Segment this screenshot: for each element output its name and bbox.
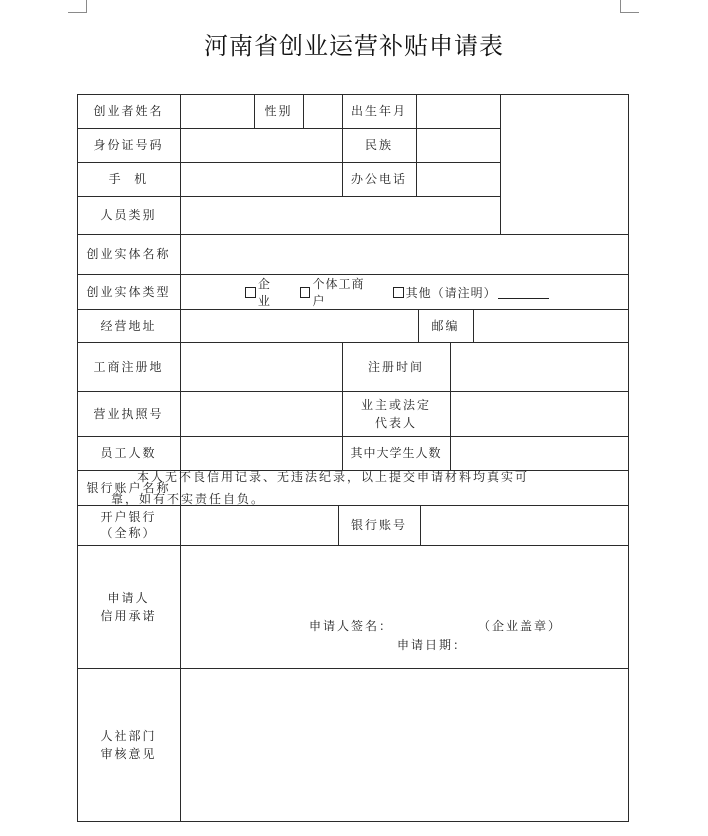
option-individual-business-label: 个体工商户 <box>312 277 365 308</box>
label-business-address: 经营地址 <box>100 318 157 333</box>
label-staff-count: 员工人数 <box>100 446 157 460</box>
label-hr-review-line1: 人社部门 <box>100 728 157 743</box>
label-registration-time: 注册时间 <box>367 359 424 374</box>
option-individual-business[interactable] <box>300 275 377 309</box>
grid-line <box>180 94 181 822</box>
label-gender: 性别 <box>264 104 293 118</box>
label-hr-review <box>77 668 180 821</box>
checkbox-icon[interactable] <box>300 287 311 298</box>
label-birth-date: 出生年月 <box>350 104 407 118</box>
option-other[interactable] <box>393 284 549 301</box>
label-legal-representative-line1: 业主或法定 <box>360 397 431 412</box>
application-form-table <box>77 94 629 822</box>
application-date-label: 申请日期： <box>397 638 468 652</box>
applicant-signature-label: 申请人签名： <box>309 619 394 633</box>
label-ethnicity: 民族 <box>364 138 393 152</box>
label-account-number: 银行账号 <box>350 518 407 532</box>
label-opening-bank-line1: 开户银行 <box>100 510 157 524</box>
option-enterprise-label: 企业 <box>257 277 271 308</box>
grid-line <box>416 94 417 196</box>
label-person-type: 人员类别 <box>100 208 157 222</box>
company-seal-label: （企业盖章） <box>478 619 563 633</box>
option-enterprise[interactable] <box>245 275 284 309</box>
label-founder-name: 创业者姓名 <box>93 104 164 118</box>
label-entity-name: 创业实体名称 <box>86 247 171 261</box>
label-license-number: 营业执照号 <box>93 406 164 421</box>
checkbox-icon[interactable] <box>393 287 404 298</box>
grid-line <box>303 94 304 128</box>
pledge-text: 本人无不良信用记录、无违法纪录，以上提交申请材料均真实可靠，如有不实责任自负。 <box>111 470 530 506</box>
label-applicant-pledge <box>77 545 180 668</box>
label-opening-bank <box>77 505 180 545</box>
grid-line <box>77 821 629 822</box>
grid-line <box>628 94 629 822</box>
label-hr-review-line2: 审核意见 <box>100 746 157 761</box>
page-corner-mark-left <box>68 0 87 13</box>
grid-line <box>500 94 501 234</box>
entity-type-options <box>245 275 565 309</box>
option-other-label: 其他（请注明） <box>405 285 497 300</box>
label-legal-representative-line2: 代表人 <box>374 415 417 430</box>
checkbox-icon[interactable] <box>245 287 256 298</box>
label-applicant-pledge-line2: 信用承诺 <box>100 608 157 623</box>
label-registration-place: 工商注册地 <box>93 359 164 374</box>
grid-line <box>473 309 474 342</box>
label-graduate-count: 其中大学生人数 <box>350 446 442 460</box>
page-corner-mark-right <box>620 0 639 13</box>
label-legal-representative <box>342 391 450 436</box>
label-office-phone: 办公电话 <box>350 172 407 186</box>
label-entity-type: 创业实体类型 <box>86 284 171 299</box>
grid-line <box>420 505 421 545</box>
label-opening-bank-line2: （全称） <box>100 526 157 540</box>
label-account-name: 银行账户名称 <box>86 480 171 495</box>
label-applicant-pledge-line1: 申请人 <box>107 590 150 605</box>
label-postcode: 邮编 <box>431 318 460 333</box>
form-title: 河南省创业运营补贴申请表 <box>204 32 504 60</box>
label-mobile: 手 机 <box>108 172 149 186</box>
label-id-number: 身份证号码 <box>93 138 164 152</box>
other-specify-blank[interactable] <box>498 286 549 299</box>
grid-line <box>450 342 451 470</box>
